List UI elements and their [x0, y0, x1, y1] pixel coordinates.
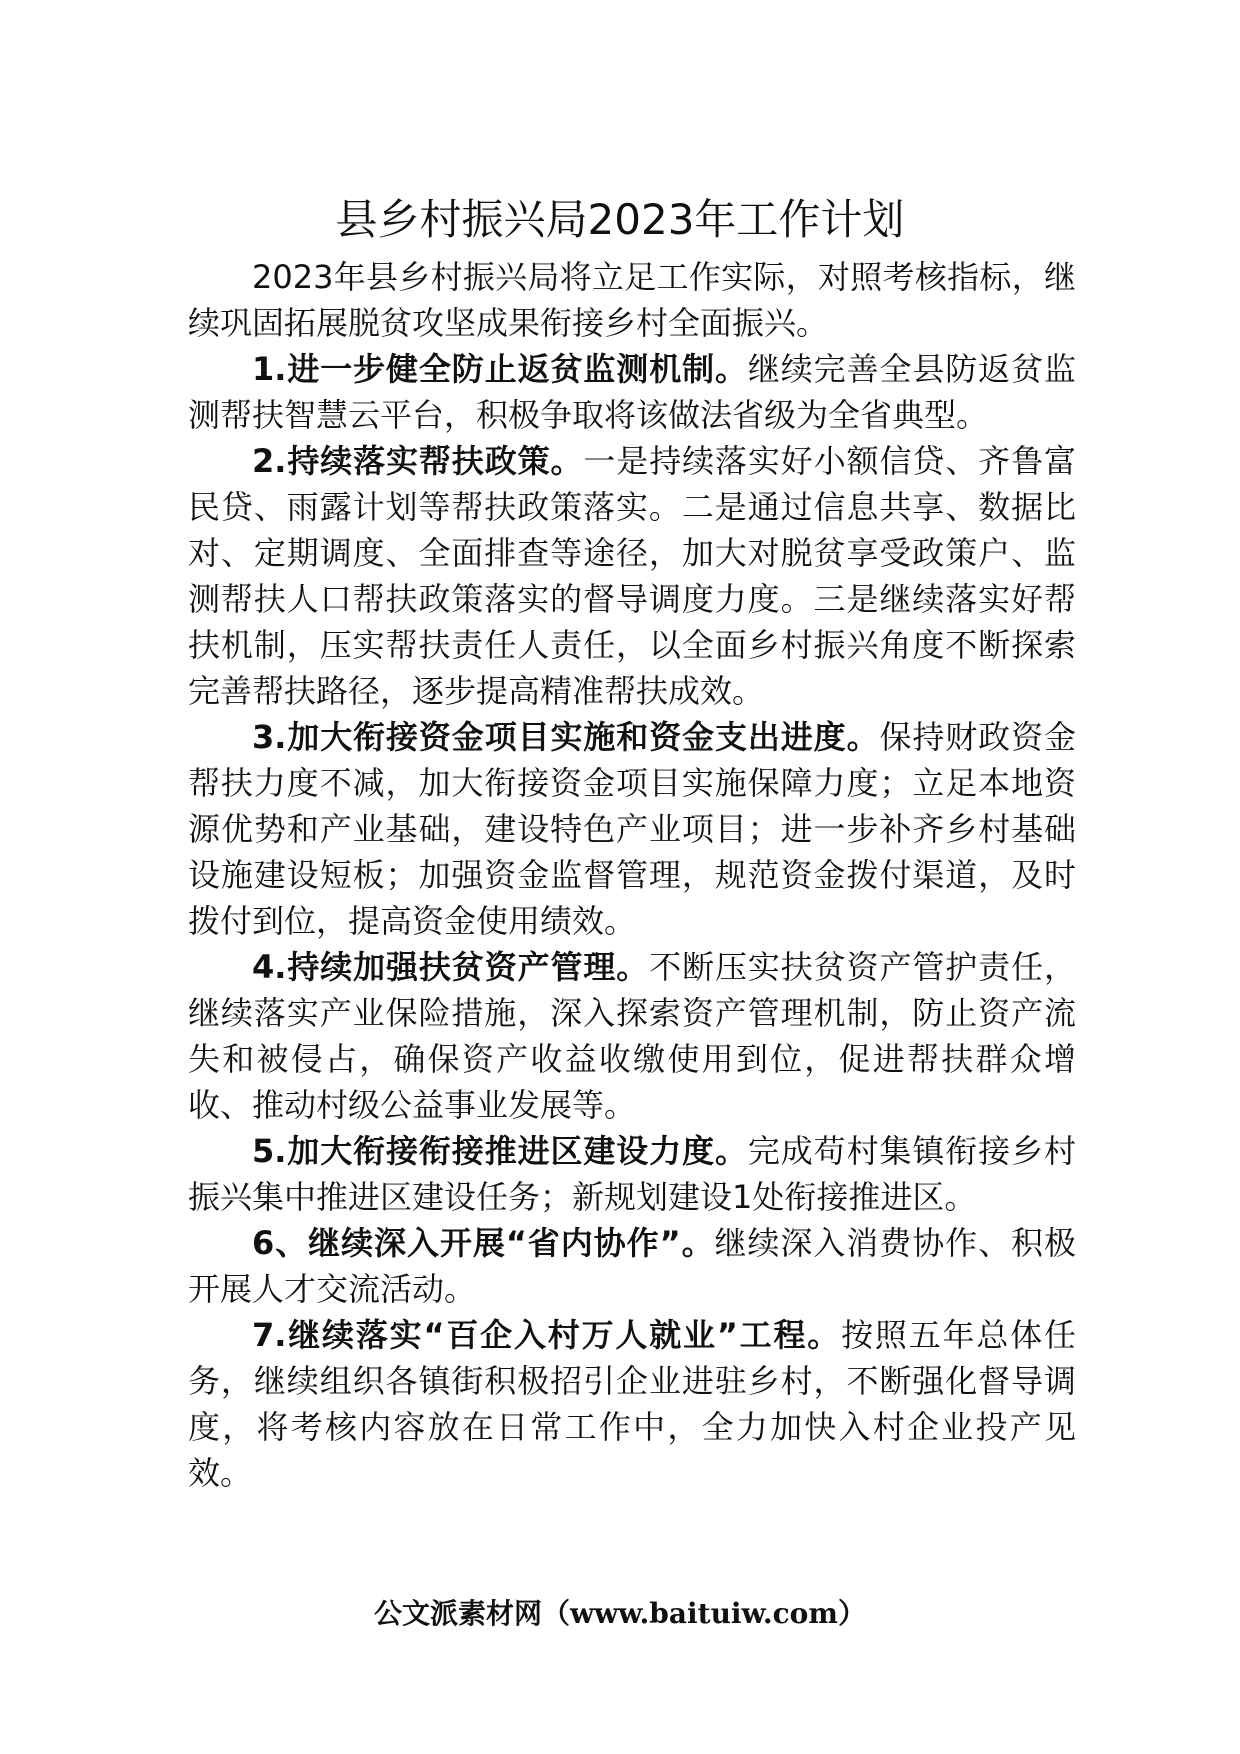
- item-7-heading: 7.继续落实“百企入村万人就业”工程。: [252, 1316, 842, 1354]
- item-3-paragraph: [188, 714, 1076, 944]
- footer-source: 公文派素材网（www.baituiw.com）: [374, 1597, 866, 1630]
- item-6-heading: 6、继续深入开展“省内协作”。: [252, 1224, 715, 1262]
- item-3-body: 保持财政资金帮扶力度不减，加大衔接资金项目实施保障力度；立足本地资源优势和产业基础，建设特色产业项目；进一步补齐乡村基础设施建设短板；加强资金监督管理，规范资金拨付渠道，及时拨付到位，提高资金使用绩效。: [188, 718, 1076, 940]
- item-3-heading: 3.加大衔接资金项目实施和资金支出进度。: [252, 718, 880, 756]
- document-body: [188, 254, 1076, 1496]
- item-7-body: 按照五年总体任务，继续组织各镇街积极招引企业进驻乡村，不断强化督导调度，将考核内容放在日常工作中，全力加快入村企业投产见效。: [188, 1316, 1076, 1492]
- item-1-paragraph: [188, 346, 1076, 438]
- document-title: 县乡村振兴局2023年工作计划: [335, 195, 905, 244]
- item-6-paragraph: [188, 1220, 1076, 1312]
- item-4-paragraph: [188, 944, 1076, 1128]
- item-1-body: 继续完善全县防返贫监测帮扶智慧云平台，积极争取将该做法省级为全省典型。: [188, 350, 1076, 434]
- item-4-heading: 4.持续加强扶贫资产管理。: [252, 948, 650, 986]
- item-1-heading: 1.进一步健全防止返贫监测机制。: [252, 350, 748, 388]
- item-5-body: 完成苟村集镇衔接乡村振兴集中推进区建设任务；新规划建设1处衔接推进区。: [188, 1132, 1076, 1216]
- item-7-paragraph: [188, 1312, 1076, 1496]
- intro-paragraph: 2023年县乡村振兴局将立足工作实际，对照考核指标，继续巩固拓展脱贫攻坚成果衔接乡村全面振兴。: [188, 258, 1076, 342]
- item-6-body: 继续深入消费协作、积极开展人才交流活动。: [188, 1224, 1076, 1308]
- item-2-paragraph: [188, 438, 1076, 714]
- item-2-heading: 2.持续落实帮扶政策。: [252, 442, 584, 480]
- item-5-paragraph: [188, 1128, 1076, 1220]
- item-4-body: 不断压实扶贫资产管护责任，继续落实产业保险措施，深入探索资产管理机制，防止资产流失和被侵占，确保资产收益收缴使用到位，促进帮扶群众增收、推动村级公益事业发展等。: [188, 948, 1076, 1124]
- item-2-body: 一是持续落实好小额信贷、齐鲁富民贷、雨露计划等帮扶政策落实。二是通过信息共享、数据比对、定期调度、全面排查等途径，加大对脱贫享受政策户、监测帮扶人口帮扶政策落实的督导调度力度。三是继续落实好帮扶机制，压实帮扶责任人责任，以全面乡村振兴角度不断探索完善帮扶路径，逐步提高精准帮扶成效。: [188, 442, 1076, 710]
- item-5-heading: 5.加大衔接衔接推进区建设力度。: [252, 1132, 748, 1170]
